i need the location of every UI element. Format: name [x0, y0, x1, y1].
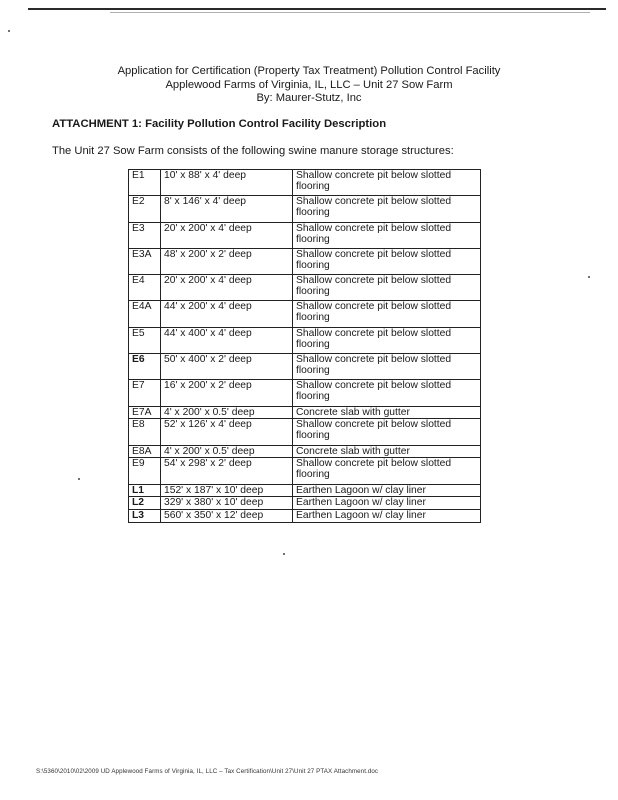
structure-row: [129, 301, 481, 327]
structure-description: Earthen Lagoon w/ clay liner: [293, 510, 481, 523]
structure-dimensions: 8' x 146' x 4' deep: [161, 196, 293, 222]
structure-row: [129, 406, 481, 419]
structure-dimensions: 16' x 200' x 2' deep: [161, 380, 293, 406]
structure-dimensions: 54' x 298' x 2' deep: [161, 458, 293, 484]
structure-row: [129, 248, 481, 274]
structure-description: Shallow concrete pit below slotted flooring: [293, 327, 481, 353]
scan-speck: [8, 30, 10, 32]
header-company: Applewood Farms of Virginia, IL, LLC – Unit 27 Sow Farm: [165, 78, 453, 91]
structure-dimensions: 4' x 200' x 0.5' deep: [161, 445, 293, 458]
structure-description: Earthen Lagoon w/ clay liner: [293, 484, 481, 497]
structure-row: [129, 354, 481, 380]
structure-id: E4: [129, 275, 161, 301]
structure-dimensions: 44' x 400' x 4' deep: [161, 327, 293, 353]
structures-table-body: [129, 170, 481, 523]
top-scan-rule: [28, 8, 606, 10]
structure-id: E5: [129, 327, 161, 353]
structure-description: Shallow concrete pit below slotted flooring: [293, 301, 481, 327]
manure-structures-table: [128, 169, 481, 523]
structure-id: E2: [129, 196, 161, 222]
structure-id: L2: [129, 497, 161, 510]
document-header: [0, 65, 618, 106]
structure-row: [129, 222, 481, 248]
structure-description: Shallow concrete pit below slotted flooring: [293, 458, 481, 484]
top-scan-rule-faint: [110, 12, 590, 13]
scan-speck: [283, 553, 285, 555]
structure-row: [129, 170, 481, 196]
structure-id: E7A: [129, 406, 161, 419]
structure-id: E3: [129, 222, 161, 248]
structure-description: Shallow concrete pit below slotted flooring: [293, 222, 481, 248]
structure-row: [129, 275, 481, 301]
structure-dimensions: 152' x 187' x 10' deep: [161, 484, 293, 497]
structure-description: Concrete slab with gutter: [293, 406, 481, 419]
structure-row: [129, 484, 481, 497]
structure-id: E4A: [129, 301, 161, 327]
structure-description: Shallow concrete pit below slotted flooring: [293, 196, 481, 222]
structure-id: E9: [129, 458, 161, 484]
scan-speck: [588, 276, 590, 278]
structure-dimensions: 560' x 350' x 12' deep: [161, 510, 293, 523]
structure-dimensions: 20' x 200' x 4' deep: [161, 222, 293, 248]
structure-dimensions: 4' x 200' x 0.5' deep: [161, 406, 293, 419]
structure-row: [129, 327, 481, 353]
structure-id: E7: [129, 380, 161, 406]
structure-id: E6: [129, 354, 161, 380]
structure-row: [129, 419, 481, 445]
structure-id: E8A: [129, 445, 161, 458]
structure-description: Shallow concrete pit below slotted flooring: [293, 275, 481, 301]
scan-speck: [78, 478, 80, 480]
structure-dimensions: 50' x 400' x 2' deep: [161, 354, 293, 380]
structure-description: Shallow concrete pit below slotted flooring: [293, 419, 481, 445]
structure-dimensions: 44' x 200' x 4' deep: [161, 301, 293, 327]
header-title: Application for Certification (Property Tax Treatment) Pollution Control Facility: [117, 65, 501, 77]
structure-description: Shallow concrete pit below slotted flooring: [293, 380, 481, 406]
structure-dimensions: 52' x 126' x 4' deep: [161, 419, 293, 445]
structure-dimensions: 48' x 200' x 2' deep: [161, 248, 293, 274]
structure-row: [129, 380, 481, 406]
structure-row: [129, 497, 481, 510]
structure-description: Shallow concrete pit below slotted flooring: [293, 170, 481, 196]
structure-id: E3A: [129, 248, 161, 274]
structure-description: Earthen Lagoon w/ clay liner: [293, 497, 481, 510]
structure-dimensions: 20' x 200' x 4' deep: [161, 275, 293, 301]
structure-description: Shallow concrete pit below slotted flooring: [293, 248, 481, 274]
structure-row: [129, 458, 481, 484]
structure-id: L3: [129, 510, 161, 523]
structure-id: L1: [129, 484, 161, 497]
structure-id: E1: [129, 170, 161, 196]
header-author: By: Maurer-Stutz, Inc: [256, 92, 362, 104]
structure-id: E8: [129, 419, 161, 445]
attachment-heading: ATTACHMENT 1: Facility Pollution Control Facility Description: [52, 118, 387, 130]
structure-row: [129, 445, 481, 458]
structure-dimensions: 329' x 380' x 10' deep: [161, 497, 293, 510]
structure-description: Concrete slab with gutter: [293, 445, 481, 458]
intro-paragraph: The Unit 27 Sow Farm consists of the following swine manure storage structures:: [52, 145, 454, 157]
footer-file-path: S:\5360\2010\02\2009 UD Applewood Farms of Virginia, IL, LLC – Tax Certification\Unit 27\Unit 27 PTAX Attachment.doc: [36, 768, 379, 775]
structure-description: Shallow concrete pit below slotted flooring: [293, 354, 481, 380]
structure-row: [129, 510, 481, 523]
structure-dimensions: 10' x 88' x 4' deep: [161, 170, 293, 196]
structure-row: [129, 196, 481, 222]
